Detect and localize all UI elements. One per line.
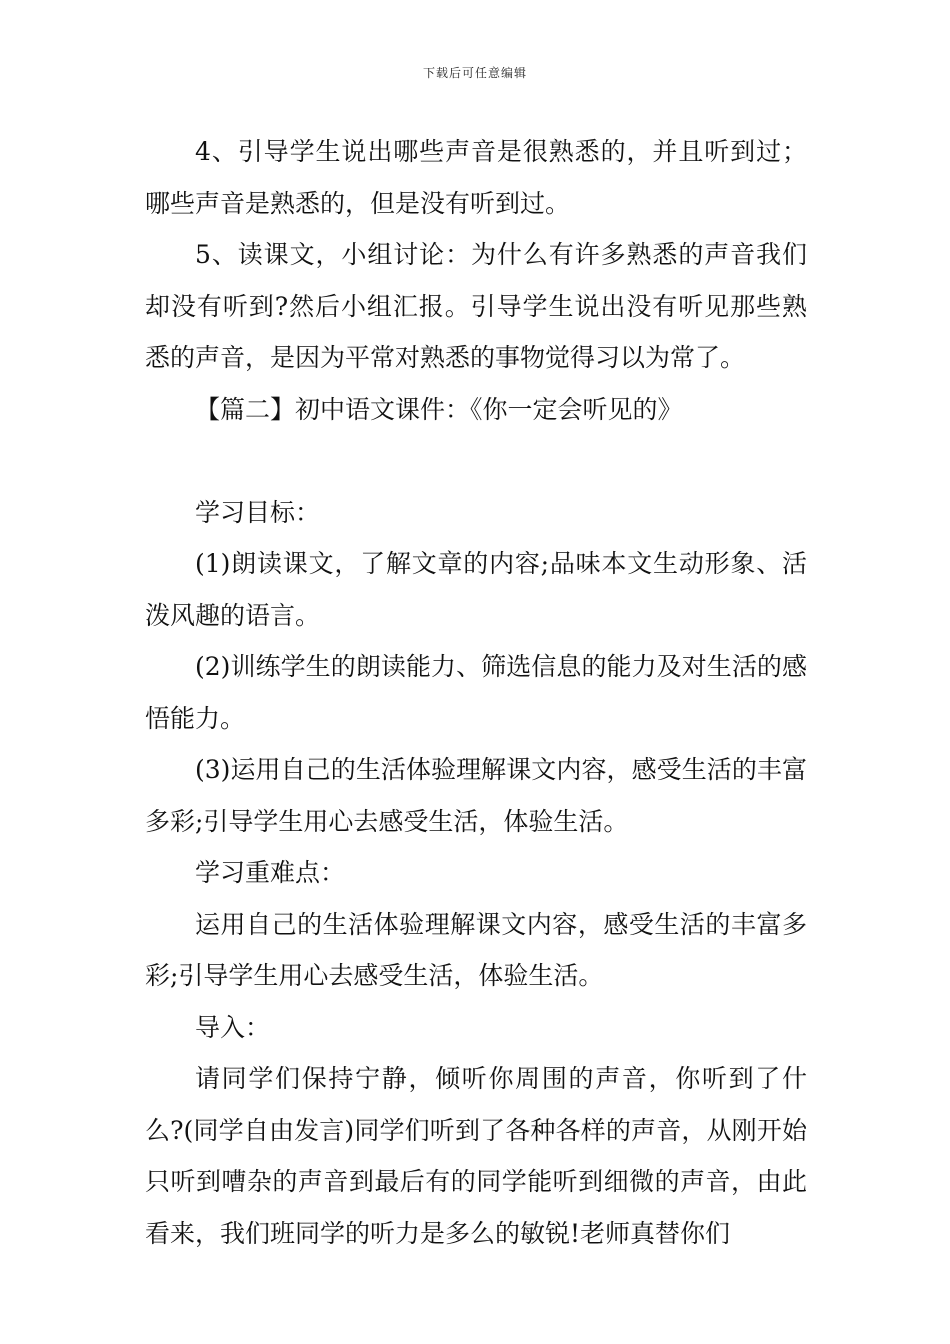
goal-item-1: (1)朗读课文，了解文章的内容;品味本文生动形象、活泼风趣的语言。 <box>145 549 807 630</box>
goal-item-2: (2)训练学生的朗读能力、筛选信息的能力及对生活的感悟能力。 <box>145 652 807 733</box>
key-difficulties-text: 运用自己的生活体验理解课文内容，感受生活的丰富多彩;引导学生用心去感受生活，体验生活。 <box>145 909 807 990</box>
paragraph-step-5: 5、读课文，小组讨论：为什么有许多熟悉的声音我们却没有听到?然后小组汇报。引导学生说出没有听见那些熟悉的声音，是因为平常对熟悉的事物觉得习以为常了。 <box>145 240 807 372</box>
introduction-text: 请同学们保持宁静，倾听你周围的声音，你听到了什么?(同学自由发言)同学们听到了各种各样的声音，从刚开始只听到嘈杂的声音到最后有的同学能听到细微的声音，由此看来，我们班同学的听力是多么的敏锐!老师真替你们 <box>145 1064 807 1248</box>
blank-line <box>145 435 807 487</box>
heading-introduction: 导入： <box>195 1012 271 1042</box>
section-heading-part-two: 【篇二】初中语文课件：《你一定会听见的》 <box>195 394 683 424</box>
heading-learning-goals: 学习目标： <box>195 497 321 527</box>
goal-item-3: (3)运用自己的生活体验理解课文内容，感受生活的丰富多彩;引导学生用心去感受生活，体验生活。 <box>145 755 807 836</box>
document-body <box>145 126 807 1259</box>
heading-key-difficulties: 学习重难点： <box>195 858 346 887</box>
paragraph-step-4: 4、引导学生说出哪些声音是很熟悉的，并且听到过；哪些声音是熟悉的，但是没有听到过。 <box>145 137 807 218</box>
page-header-note: 下载后可任意编辑 <box>422 66 527 80</box>
